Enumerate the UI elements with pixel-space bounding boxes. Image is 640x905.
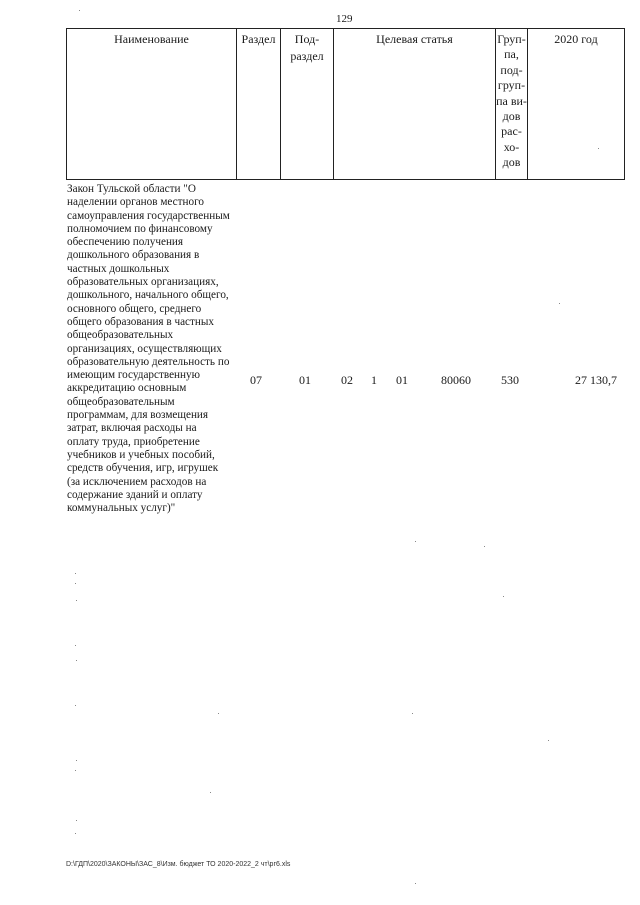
- row-name-line: программам, для возмещения: [67, 409, 209, 422]
- header-expense-group: [495, 28, 527, 180]
- header-expense-group-line: дов: [502, 155, 521, 170]
- scan-speck: [76, 600, 77, 601]
- row-target-event: 01: [396, 373, 408, 387]
- row-name-line: (за исключением расходов на: [67, 475, 207, 488]
- header-subsection-line-2: раздел: [290, 49, 324, 63]
- row-name-line: имеющим государственную: [67, 369, 200, 382]
- row-name: [67, 183, 242, 515]
- row-expense-group: 530: [501, 373, 519, 387]
- scan-speck: [415, 541, 416, 542]
- header-year: 2020 год: [527, 28, 625, 180]
- row-target-direction: 80060: [441, 373, 471, 387]
- header-expense-group-line: рас-: [501, 124, 522, 139]
- file-path-footer: D:\ГДП\2020\ЗАКОНЫ\ЗАС_8\Изм. бюджет ТО 2020-2022_2 чт\рг6.xls: [66, 861, 291, 868]
- row-subsection: 01: [299, 373, 311, 387]
- scan-speck: [548, 740, 549, 741]
- scan-speck: [75, 833, 76, 834]
- scan-speck: [76, 760, 77, 761]
- header-expense-group-line: хо-: [503, 139, 520, 154]
- row-name-line: Закон Тульской области "О: [67, 183, 196, 195]
- row-target-program: 02: [341, 373, 353, 387]
- scan-speck: [559, 303, 560, 304]
- row-name-line: организациях, осуществляющих: [67, 342, 222, 355]
- header-section: Раздел: [236, 28, 280, 180]
- header-expense-group-line: Груп-: [497, 32, 526, 46]
- header-subsection: [280, 28, 333, 180]
- row-target-subprogram: 1: [371, 373, 377, 387]
- row-name-line: наделении органов местного: [67, 196, 204, 209]
- row-name-line: средств обучения, игр, игрушек: [67, 462, 219, 475]
- scan-speck: [75, 645, 76, 646]
- scan-speck: [412, 713, 413, 714]
- header-target: Целевая статья: [333, 28, 495, 180]
- row-amount: 27 130,7: [575, 373, 617, 387]
- row-name-line: дошкольного, начального общего,: [67, 289, 229, 302]
- row-name-line: образовательную деятельность по: [67, 355, 230, 368]
- header-expense-group-line: груп-: [497, 78, 526, 93]
- scan-speck: [218, 713, 219, 714]
- row-name-line: образовательных организациях,: [67, 276, 219, 289]
- row-name-line: дошкольного образования в: [67, 249, 200, 262]
- scan-speck: [75, 705, 76, 706]
- row-name-line: коммунальных услуг)": [67, 502, 176, 515]
- scan-speck: [484, 546, 485, 547]
- row-name-line: учебников и учебных пособий,: [67, 448, 215, 461]
- row-section: 07: [250, 373, 262, 387]
- scan-speck: [598, 148, 599, 149]
- row-name-line: основного общего, среднего: [67, 302, 202, 315]
- row-name-line: полномочием по финансовому: [67, 222, 213, 235]
- row-name-line: самоуправления государственным: [67, 209, 230, 222]
- row-name-line: общеобразовательных: [67, 329, 174, 342]
- header-subsection-line-1: Под-: [294, 32, 320, 46]
- scan-speck: [75, 573, 76, 574]
- row-name-line: общеобразовательным: [67, 395, 175, 408]
- header-expense-group-line: под-: [500, 62, 523, 77]
- header-name: Наименование: [66, 28, 236, 180]
- scan-speck: [75, 583, 76, 584]
- scan-speck: [75, 770, 76, 771]
- header-expense-group-line: па,: [504, 47, 519, 62]
- scan-speck: [76, 820, 77, 821]
- row-name-line: аккредитацию основным: [67, 382, 187, 395]
- row-name-line: затрат, включая расходы на: [67, 422, 197, 435]
- scan-speck: [210, 792, 211, 793]
- header-expense-group-line: па ви-: [496, 93, 527, 108]
- row-name-line: содержание зданий и оплату: [67, 488, 203, 501]
- row-name-line: частных дошкольных: [67, 262, 170, 275]
- scan-speck: [415, 883, 416, 884]
- row-name-line: оплату труда, приобретение: [67, 435, 200, 448]
- scan-speck: [503, 596, 504, 597]
- scan-speck: [76, 660, 77, 661]
- row-name-line: обеспечению получения: [67, 236, 184, 249]
- scan-speck: [79, 10, 80, 11]
- row-name-line: общего образования в частных: [67, 315, 214, 328]
- header-expense-group-line: дов: [502, 109, 521, 124]
